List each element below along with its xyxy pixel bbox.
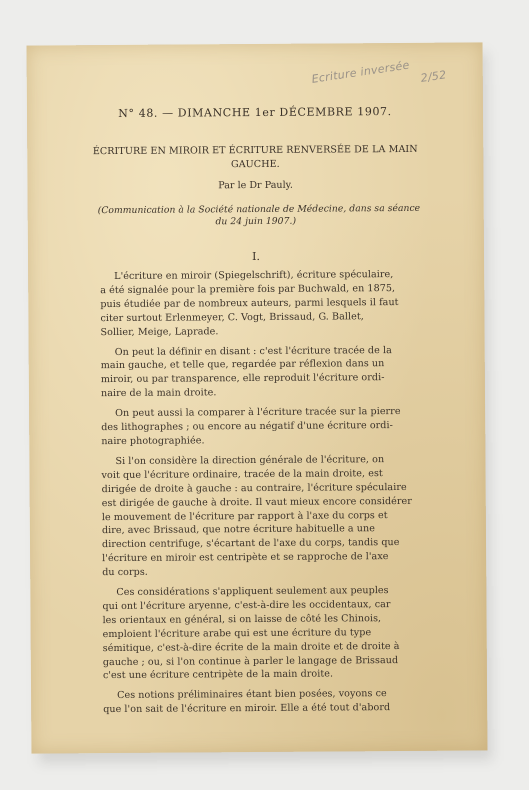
text-line: l'écriture en miroir est centripète et se rapproche de l'axe bbox=[102, 551, 389, 565]
text-line: dirigée de droite à gauche : au contraire, l'écriture spéculaire bbox=[101, 481, 407, 495]
document-page bbox=[27, 42, 488, 753]
article-author: Par le Dr Pauly. bbox=[218, 179, 293, 192]
text-line: puis étudiée par de nombreux auteurs, parmi lesquels il faut bbox=[100, 296, 399, 310]
text-line: main gauche, et telle que, regardée par réflexion dans un bbox=[100, 358, 385, 372]
text-line: Si l'on considère la direction générale de l'écriture, on bbox=[115, 453, 385, 467]
article-body bbox=[100, 268, 423, 723]
text-line: On peut aussi la comparer à l'écriture tracée sur la pierre bbox=[115, 406, 401, 420]
article-title bbox=[87, 143, 423, 173]
text-line: On peut la définir en disant : c'est l'écriture tracée de la bbox=[114, 344, 392, 358]
section-number: I. bbox=[252, 249, 260, 264]
communication-note bbox=[97, 202, 421, 229]
title-line: ÉCRITURE EN MIROIR ET ÉCRITURE RENVERSÉE DE LA MAIN bbox=[92, 143, 418, 158]
text-line: L'écriture en miroir (Spiegelschrift), écriture spéculaire, bbox=[114, 269, 394, 282]
paragraph bbox=[102, 584, 423, 684]
text-line: Ces considérations s'appliquent seulement aux peuples bbox=[116, 585, 389, 599]
text-line: des lithographes ; ou encore au négatif d'une écriture ordi- bbox=[101, 420, 393, 434]
paragraph bbox=[101, 453, 422, 580]
title-line: GAUCHE. bbox=[230, 158, 280, 171]
note-line: du 24 juin 1907.) bbox=[215, 215, 297, 228]
text-line: emploient l'écriture arabe qui est une écriture du type bbox=[102, 626, 372, 640]
text-line: direction centrifuge, s'écartant de l'axe du corps, tandis que bbox=[101, 537, 400, 551]
text-line: est dirigée de gauche à droite. Il vaut mieux encore considérer bbox=[101, 495, 412, 509]
issue-header: N° 48. — DIMANCHE 1er DÉCEMBRE 1907. bbox=[118, 105, 392, 120]
annotation-line: 2/52 bbox=[419, 68, 448, 85]
paragraph bbox=[101, 405, 421, 449]
text-line: c'est une écriture centripète de la main droite. bbox=[102, 668, 334, 682]
text-line: naire de la main droite. bbox=[100, 387, 217, 400]
text-line: Sollier, Meige, Laprade. bbox=[100, 325, 219, 338]
handwritten-annotation bbox=[311, 50, 475, 113]
text-line: gauche ; ou, si l'on continue à parler le langage de Brissaud bbox=[102, 654, 399, 668]
text-line: que l'on sait de l'écriture en miroir. Elle a été tout d'abord bbox=[103, 702, 391, 716]
text-line: qui ont l'écriture aryenne, c'est-à-dire les occidentaux, car bbox=[102, 599, 391, 613]
note-line: (Communication à la Société nationale de Médecine, dans sa séance bbox=[97, 202, 421, 217]
annotation-line: Ecriture inversée bbox=[310, 58, 411, 86]
text-line: Ces notions préliminaires étant bien posées, voyons ce bbox=[117, 688, 387, 702]
paragraph bbox=[103, 687, 423, 717]
text-line: miroir, ou par transparence, elle reproduit l'écriture ordi- bbox=[100, 372, 385, 386]
text-line: le mouvement de l'écriture par rapport à l'axe du corps et bbox=[101, 509, 388, 523]
text-line: les orientaux en général, si on laisse de côté les Chinois, bbox=[102, 612, 382, 626]
text-line: du corps. bbox=[102, 566, 148, 579]
paragraph bbox=[100, 268, 420, 340]
text-line: dire, avec Brissaud, que notre écriture habituelle a une bbox=[101, 523, 375, 537]
text-line: citer surtout Erlenmeyer, C. Vogt, Brissaud, G. Ballet, bbox=[100, 310, 364, 324]
text-line: a été signalée pour la première fois par Buchwald, en 1875, bbox=[100, 282, 396, 296]
text-line: naire photographiée. bbox=[101, 435, 205, 448]
text-line: voit que l'écriture ordinaire, tracée de la main droite, est bbox=[101, 467, 383, 481]
paragraph bbox=[101, 343, 421, 401]
text-line: sémitique, c'est-à-dire écrite de la main droite et de droite à bbox=[102, 640, 400, 654]
